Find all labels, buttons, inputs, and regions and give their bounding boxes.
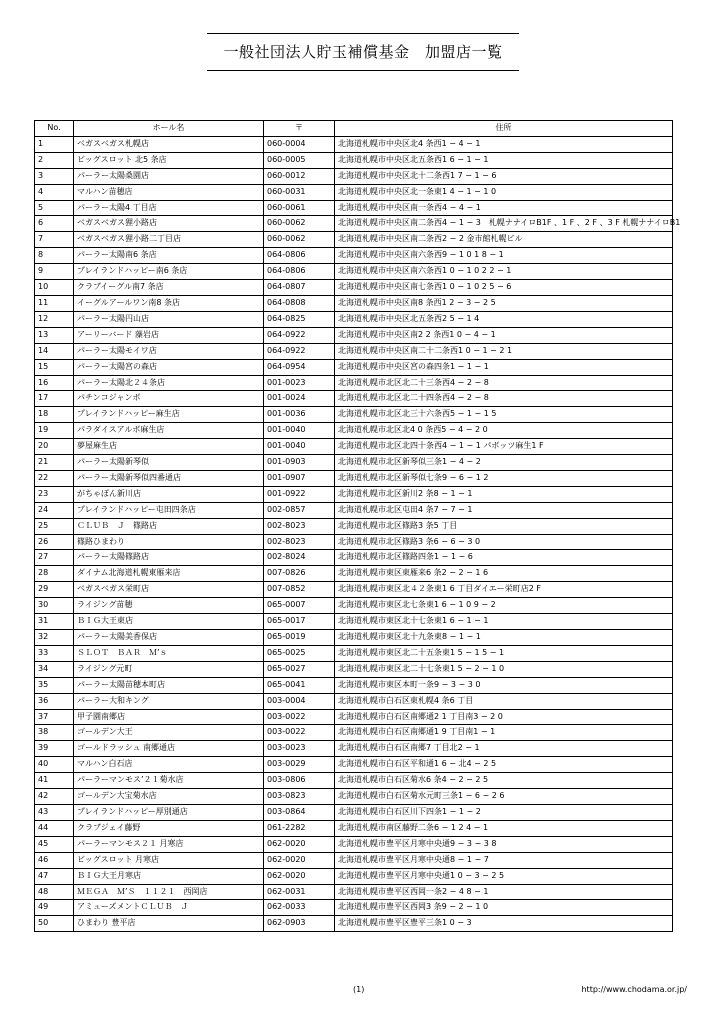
postal-code: 065-0019 — [264, 630, 335, 646]
row-no: 11 — [35, 295, 74, 311]
address: 北海道札幌市豊平区西岡3 条9 − 2 − 1 0 — [335, 900, 673, 916]
address: 北海道札幌市北区新琴似七条9 − 6 − 1 2 — [335, 470, 673, 486]
row-no: 6 — [35, 216, 74, 232]
address: 北海道札幌市北区篠路3 条6 − 6 − 3 0 — [335, 534, 673, 550]
table-row — [35, 248, 673, 264]
table-row — [35, 455, 673, 471]
header-hall-name: ホール名 — [74, 121, 264, 137]
hall-name: アーリーバード 藻岩店 — [74, 327, 264, 343]
address: 北海道札幌市中央区南七条西1 0 − 1 0 2 5 − 6 — [335, 280, 673, 296]
row-no: 37 — [35, 709, 74, 725]
address: 北海道札幌市中央区北4 条西1 − 4 − 1 — [335, 136, 673, 152]
header-address: 住所 — [335, 121, 673, 137]
row-no: 30 — [35, 598, 74, 614]
table-row — [35, 200, 673, 216]
table-row — [35, 216, 673, 232]
row-no: 47 — [35, 868, 74, 884]
postal-code: 064-0922 — [264, 327, 335, 343]
postal-code: 064-0808 — [264, 295, 335, 311]
hall-name: がちゃぽん新川店 — [74, 486, 264, 502]
address: 北海道札幌市中央区南二条西2 − 2 金市館札幌ビル — [335, 232, 673, 248]
address: 北海道札幌市中央区北一条東1 4 − 1 − 1 0 — [335, 184, 673, 200]
table-row — [35, 136, 673, 152]
postal-code: 003-0806 — [264, 773, 335, 789]
table-row — [35, 709, 673, 725]
hall-name: 夢屋麻生店 — [74, 439, 264, 455]
hall-name: ＢＩＧ大王月寒店 — [74, 868, 264, 884]
row-no: 49 — [35, 900, 74, 916]
table-row — [35, 534, 673, 550]
address: 北海道札幌市中央区南2 2 条西1 0 − 4 − 1 — [335, 327, 673, 343]
address: 北海道札幌市白石区東札幌4 条6 丁目 — [335, 693, 673, 709]
address: 北海道札幌市白石区南郷7 丁目北2 − 1 — [335, 741, 673, 757]
postal-code: 003-0004 — [264, 693, 335, 709]
postal-code: 062-0020 — [264, 868, 335, 884]
table-row — [35, 391, 673, 407]
table-row — [35, 836, 673, 852]
table-row — [35, 295, 673, 311]
row-no: 22 — [35, 470, 74, 486]
table-row — [35, 773, 673, 789]
table-row — [35, 502, 673, 518]
postal-code: 064-0922 — [264, 343, 335, 359]
address: 北海道札幌市白石区菊水6 条4 − 2 − 2 5 — [335, 773, 673, 789]
address: 北海道札幌市中央区南一条西4 − 4 − 1 — [335, 200, 673, 216]
postal-code: 003-0823 — [264, 789, 335, 805]
hall-name: ゴールドラッシュ 南郷通店 — [74, 741, 264, 757]
hall-name: パーラー太陽モイワ店 — [74, 343, 264, 359]
postal-code: 060-0031 — [264, 184, 335, 200]
hall-name: プレイランドハッピー屯田四条店 — [74, 502, 264, 518]
table-row — [35, 725, 673, 741]
address: 北海道札幌市北区北4 0 条西5 − 4 − 2 0 — [335, 423, 673, 439]
row-no: 36 — [35, 693, 74, 709]
row-no: 8 — [35, 248, 74, 264]
table-row — [35, 677, 673, 693]
hall-name: マルハン苗穂店 — [74, 184, 264, 200]
table-row — [35, 900, 673, 916]
row-no: 27 — [35, 550, 74, 566]
hall-name: パーラー太陽4 丁目店 — [74, 200, 264, 216]
table-row — [35, 645, 673, 661]
hall-name: パーラー太陽北２４条店 — [74, 375, 264, 391]
row-no: 7 — [35, 232, 74, 248]
hall-name: アミューズメントＣＬＵＢ Ｊ — [74, 900, 264, 916]
row-no: 3 — [35, 168, 74, 184]
row-no: 14 — [35, 343, 74, 359]
address: 北海道札幌市東区北４２条東1 6 丁目ダイエー栄町店2 F — [335, 582, 673, 598]
table-row — [35, 550, 673, 566]
table-row — [35, 789, 673, 805]
hall-name: プレイランドハッピー南6 条店 — [74, 264, 264, 280]
postal-code: 065-0007 — [264, 598, 335, 614]
postal-code: 060-0004 — [264, 136, 335, 152]
address: 北海道札幌市白石区菊水元町三条1 − 6 − 2 6 — [335, 789, 673, 805]
address: 北海道札幌市北区北三十六条西5 − 1 − 1 5 — [335, 407, 673, 423]
postal-code: 001-0903 — [264, 455, 335, 471]
table-row — [35, 820, 673, 836]
postal-code: 003-0022 — [264, 709, 335, 725]
table-row — [35, 566, 673, 582]
header-no: No. — [35, 121, 74, 137]
hall-name: プレイランドハッピー麻生店 — [74, 407, 264, 423]
hall-name: パーラー太陽新琴似四番通店 — [74, 470, 264, 486]
hall-name: パーラー太陽美香保店 — [74, 630, 264, 646]
title-frame — [207, 33, 519, 71]
postal-code: 065-0017 — [264, 614, 335, 630]
address: 北海道札幌市豊平区月寒中央通8 − 1 − 7 — [335, 852, 673, 868]
postal-code: 064-0825 — [264, 311, 335, 327]
table-row — [35, 168, 673, 184]
postal-code: 062-0033 — [264, 900, 335, 916]
address: 北海道札幌市白石区南郷通2 1 丁目南3 − 2 0 — [335, 709, 673, 725]
row-no: 45 — [35, 836, 74, 852]
postal-code: 007-0826 — [264, 566, 335, 582]
hall-name: パーラー大和キング — [74, 693, 264, 709]
table-row — [35, 423, 673, 439]
postal-code: 001-0024 — [264, 391, 335, 407]
postal-code: 062-0031 — [264, 884, 335, 900]
row-no: 4 — [35, 184, 74, 200]
table-row — [35, 757, 673, 773]
address: 北海道札幌市中央区南二条西4 − 1 − 3 札幌ナナイロB1F 、1 F 、2 F 、3 F 札幌ナナイロB1 — [335, 216, 673, 232]
hall-name: ベガスベガス狸小路店 — [74, 216, 264, 232]
hall-name: ビッグスロット 月寒店 — [74, 852, 264, 868]
hall-name: プレイランドハッピー厚別通店 — [74, 804, 264, 820]
row-no: 40 — [35, 757, 74, 773]
hall-name: パーラー太陽円山店 — [74, 311, 264, 327]
hall-name: パーラー太陽南6 条店 — [74, 248, 264, 264]
row-no: 20 — [35, 439, 74, 455]
hall-name: ベガスベガス栄町店 — [74, 582, 264, 598]
table-row — [35, 804, 673, 820]
postal-code: 002-8023 — [264, 534, 335, 550]
row-no: 2 — [35, 152, 74, 168]
postal-code: 003-0023 — [264, 741, 335, 757]
table-row — [35, 916, 673, 932]
hall-name: ベガスベガス狸小路二丁目店 — [74, 232, 264, 248]
table-row — [35, 280, 673, 296]
row-no: 23 — [35, 486, 74, 502]
postal-code: 062-0020 — [264, 852, 335, 868]
address: 北海道札幌市豊平区月寒中央通1 0 − 3 − 2 5 — [335, 868, 673, 884]
address: 北海道札幌市東区東雁来6 条2 − 2 − 1 6 — [335, 566, 673, 582]
postal-code: 061-2282 — [264, 820, 335, 836]
address: 北海道札幌市北区篠路四条1 − 1 − 6 — [335, 550, 673, 566]
address: 北海道札幌市東区北二十五条東1 5 − 1 5 − 1 — [335, 645, 673, 661]
row-no: 31 — [35, 614, 74, 630]
address: 北海道札幌市中央区南二十二条西1 0 − 1 − 2 1 — [335, 343, 673, 359]
postal-code: 064-0806 — [264, 248, 335, 264]
hall-name: ゴールデン大王 — [74, 725, 264, 741]
postal-code: 003-0022 — [264, 725, 335, 741]
table-row — [35, 486, 673, 502]
address: 北海道札幌市北区屯田4 条7 − 7 − 1 — [335, 502, 673, 518]
address: 北海道札幌市白石区南郷通1 9 丁目南1 − 1 — [335, 725, 673, 741]
hall-name: パーラーマンモス２１ 月寒店 — [74, 836, 264, 852]
hall-name: クラブイーグル南7 条店 — [74, 280, 264, 296]
postal-code: 007-0852 — [264, 582, 335, 598]
postal-code: 060-0061 — [264, 200, 335, 216]
hall-name: パーラー太陽苗穂本町店 — [74, 677, 264, 693]
address: 北海道札幌市中央区北五条西2 5 − 1 4 — [335, 311, 673, 327]
postal-code: 064-0954 — [264, 359, 335, 375]
hall-name: ＣＬＵＢ Ｊ 篠路店 — [74, 518, 264, 534]
row-no: 28 — [35, 566, 74, 582]
table-row — [35, 470, 673, 486]
table-row — [35, 868, 673, 884]
hall-name: ＢＩＧ大王東店 — [74, 614, 264, 630]
address: 北海道札幌市北区新川2 条8 − 1 − 1 — [335, 486, 673, 502]
postal-code: 003-0864 — [264, 804, 335, 820]
row-no: 13 — [35, 327, 74, 343]
row-no: 21 — [35, 455, 74, 471]
address: 北海道札幌市東区北七条東1 6 − 1 0 9 − 2 — [335, 598, 673, 614]
postal-code: 060-0012 — [264, 168, 335, 184]
hall-name: ＭＥＧＡ Ｍ’Ｓ １１２１ 西岡店 — [74, 884, 264, 900]
postal-code: 001-0036 — [264, 407, 335, 423]
postal-code: 062-0903 — [264, 916, 335, 932]
address: 北海道札幌市中央区南六条西1 0 − 1 0 2 2 − 1 — [335, 264, 673, 280]
table-row — [35, 327, 673, 343]
address: 北海道札幌市南区藤野二条6 − 1 2 4 − 1 — [335, 820, 673, 836]
address: 北海道札幌市東区北十九条東8 − 1 − 1 — [335, 630, 673, 646]
hall-name: パーラー太陽桑園店 — [74, 168, 264, 184]
hall-name: マルハン白石店 — [74, 757, 264, 773]
row-no: 26 — [35, 534, 74, 550]
postal-code: 001-0040 — [264, 439, 335, 455]
table-row — [35, 152, 673, 168]
row-no: 9 — [35, 264, 74, 280]
row-no: 33 — [35, 645, 74, 661]
footer-url: http://www.chodama.or.jp/ — [581, 985, 687, 994]
address: 北海道札幌市中央区南六条西9 − 1 0 1 8 − 1 — [335, 248, 673, 264]
address: 北海道札幌市北区北四十条西4 − 1 − 1 パボッツ麻生1 F — [335, 439, 673, 455]
hall-name: 甲子園南郷店 — [74, 709, 264, 725]
table-row — [35, 614, 673, 630]
postal-code: 001-0040 — [264, 423, 335, 439]
postal-code: 064-0807 — [264, 280, 335, 296]
table-row — [35, 693, 673, 709]
postal-code: 002-8023 — [264, 518, 335, 534]
address: 北海道札幌市中央区南8 条西1 2 − 3 − 2 5 — [335, 295, 673, 311]
address: 北海道札幌市中央区北十二条西1 7 − 1 − 6 — [335, 168, 673, 184]
table-row — [35, 232, 673, 248]
row-no: 48 — [35, 884, 74, 900]
address: 北海道札幌市北区新琴似三条1 − 4 − 2 — [335, 455, 673, 471]
member-store-table — [34, 120, 681, 932]
postal-code: 060-0062 — [264, 232, 335, 248]
row-no: 35 — [35, 677, 74, 693]
postal-code: 060-0062 — [264, 216, 335, 232]
table-row — [35, 184, 673, 200]
row-no: 32 — [35, 630, 74, 646]
row-no: 15 — [35, 359, 74, 375]
table-row — [35, 582, 673, 598]
hall-name: ライジング元町 — [74, 661, 264, 677]
address: 北海道札幌市北区北二十四条西4 − 2 − 8 — [335, 391, 673, 407]
row-no: 12 — [35, 311, 74, 327]
table-row — [35, 518, 673, 534]
postal-code: 001-0907 — [264, 470, 335, 486]
hall-name: パチンコジャンボ — [74, 391, 264, 407]
row-no: 19 — [35, 423, 74, 439]
table-row — [35, 407, 673, 423]
table-row — [35, 852, 673, 868]
address: 北海道札幌市北区北二十三条西4 − 2 − 8 — [335, 375, 673, 391]
table-row — [35, 343, 673, 359]
address: 北海道札幌市豊平区西岡一条2 − 4 8 − 1 — [335, 884, 673, 900]
row-no: 17 — [35, 391, 74, 407]
row-no: 29 — [35, 582, 74, 598]
postal-code: 060-0005 — [264, 152, 335, 168]
row-no: 5 — [35, 200, 74, 216]
table-row — [35, 598, 673, 614]
address: 北海道札幌市東区北二十七条東1 5 − 2 − 1 0 — [335, 661, 673, 677]
table-row — [35, 311, 673, 327]
address: 北海道札幌市東区北十七条東1 6 − 1 − 1 — [335, 614, 673, 630]
table-row — [35, 884, 673, 900]
page-title: 一般社団法人貯玉補償基金 加盟店一覧 — [223, 43, 503, 61]
row-no: 43 — [35, 804, 74, 820]
address: 北海道札幌市豊平区月寒中央通9 − 3 − 3 8 — [335, 836, 673, 852]
hall-name: イーグルアールワン南8 条店 — [74, 295, 264, 311]
hall-name: パラダイスアルボ麻生店 — [74, 423, 264, 439]
hall-name: パーラー太陽篠路店 — [74, 550, 264, 566]
postal-code: 062-0020 — [264, 836, 335, 852]
header-postal-code: 〒 — [264, 121, 335, 137]
hall-name: ライジング苗穂 — [74, 598, 264, 614]
row-no: 39 — [35, 741, 74, 757]
hall-name: ベガスベガス札幌店 — [74, 136, 264, 152]
address: 北海道札幌市白石区川下四条1 − 1 − 2 — [335, 804, 673, 820]
hall-name: 篠路ひまわり — [74, 534, 264, 550]
hall-name: パーラーマンモス’２１菊水店 — [74, 773, 264, 789]
hall-name: ゴールデン大宝菊水店 — [74, 789, 264, 805]
row-no: 24 — [35, 502, 74, 518]
row-no: 38 — [35, 725, 74, 741]
postal-code: 065-0025 — [264, 645, 335, 661]
address: 北海道札幌市東区本町一条9 − 3 − 3 0 — [335, 677, 673, 693]
table-row — [35, 375, 673, 391]
postal-code: 002-0857 — [264, 502, 335, 518]
row-no: 41 — [35, 773, 74, 789]
postal-code: 065-0041 — [264, 677, 335, 693]
table-row — [35, 630, 673, 646]
table-row — [35, 359, 673, 375]
hall-name: パーラー太陽新琴似 — [74, 455, 264, 471]
row-no: 25 — [35, 518, 74, 534]
address: 北海道札幌市中央区北五条西1 6 − 1 − 1 — [335, 152, 673, 168]
address: 北海道札幌市白石区平和通1 6 − 北4 − 2 5 — [335, 757, 673, 773]
postal-code: 001-0922 — [264, 486, 335, 502]
hall-name: ＳＬＯＴ ＢＡＲ Ｍ’ｓ — [74, 645, 264, 661]
row-no: 34 — [35, 661, 74, 677]
table-row — [35, 439, 673, 455]
hall-name: クラブジェイ藤野 — [74, 820, 264, 836]
address: 北海道札幌市豊平区豊平三条1 0 − 3 — [335, 916, 673, 932]
postal-code: 001-0023 — [264, 375, 335, 391]
address: 北海道札幌市北区篠路3 条5 丁目 — [335, 518, 673, 534]
postal-code: 065-0027 — [264, 661, 335, 677]
row-no: 50 — [35, 916, 74, 932]
row-no: 16 — [35, 375, 74, 391]
row-no: 44 — [35, 820, 74, 836]
row-no: 46 — [35, 852, 74, 868]
postal-code: 064-0806 — [264, 264, 335, 280]
hall-name: ビッグスロット 北5 条店 — [74, 152, 264, 168]
postal-code: 003-0029 — [264, 757, 335, 773]
hall-name: パーラー太陽宮の森店 — [74, 359, 264, 375]
row-no: 18 — [35, 407, 74, 423]
table-header-row — [35, 121, 673, 137]
table-row — [35, 661, 673, 677]
hall-name: ひまわり 豊平店 — [74, 916, 264, 932]
row-no: 1 — [35, 136, 74, 152]
row-no: 10 — [35, 280, 74, 296]
hall-name: ダイナム北海道札幌東雁来店 — [74, 566, 264, 582]
table-row — [35, 264, 673, 280]
row-no: 42 — [35, 789, 74, 805]
table-row — [35, 741, 673, 757]
page-number: (1) — [353, 985, 365, 994]
postal-code: 002-8024 — [264, 550, 335, 566]
address: 北海道札幌市中央区宮の森四条1 − 1 − 1 — [335, 359, 673, 375]
